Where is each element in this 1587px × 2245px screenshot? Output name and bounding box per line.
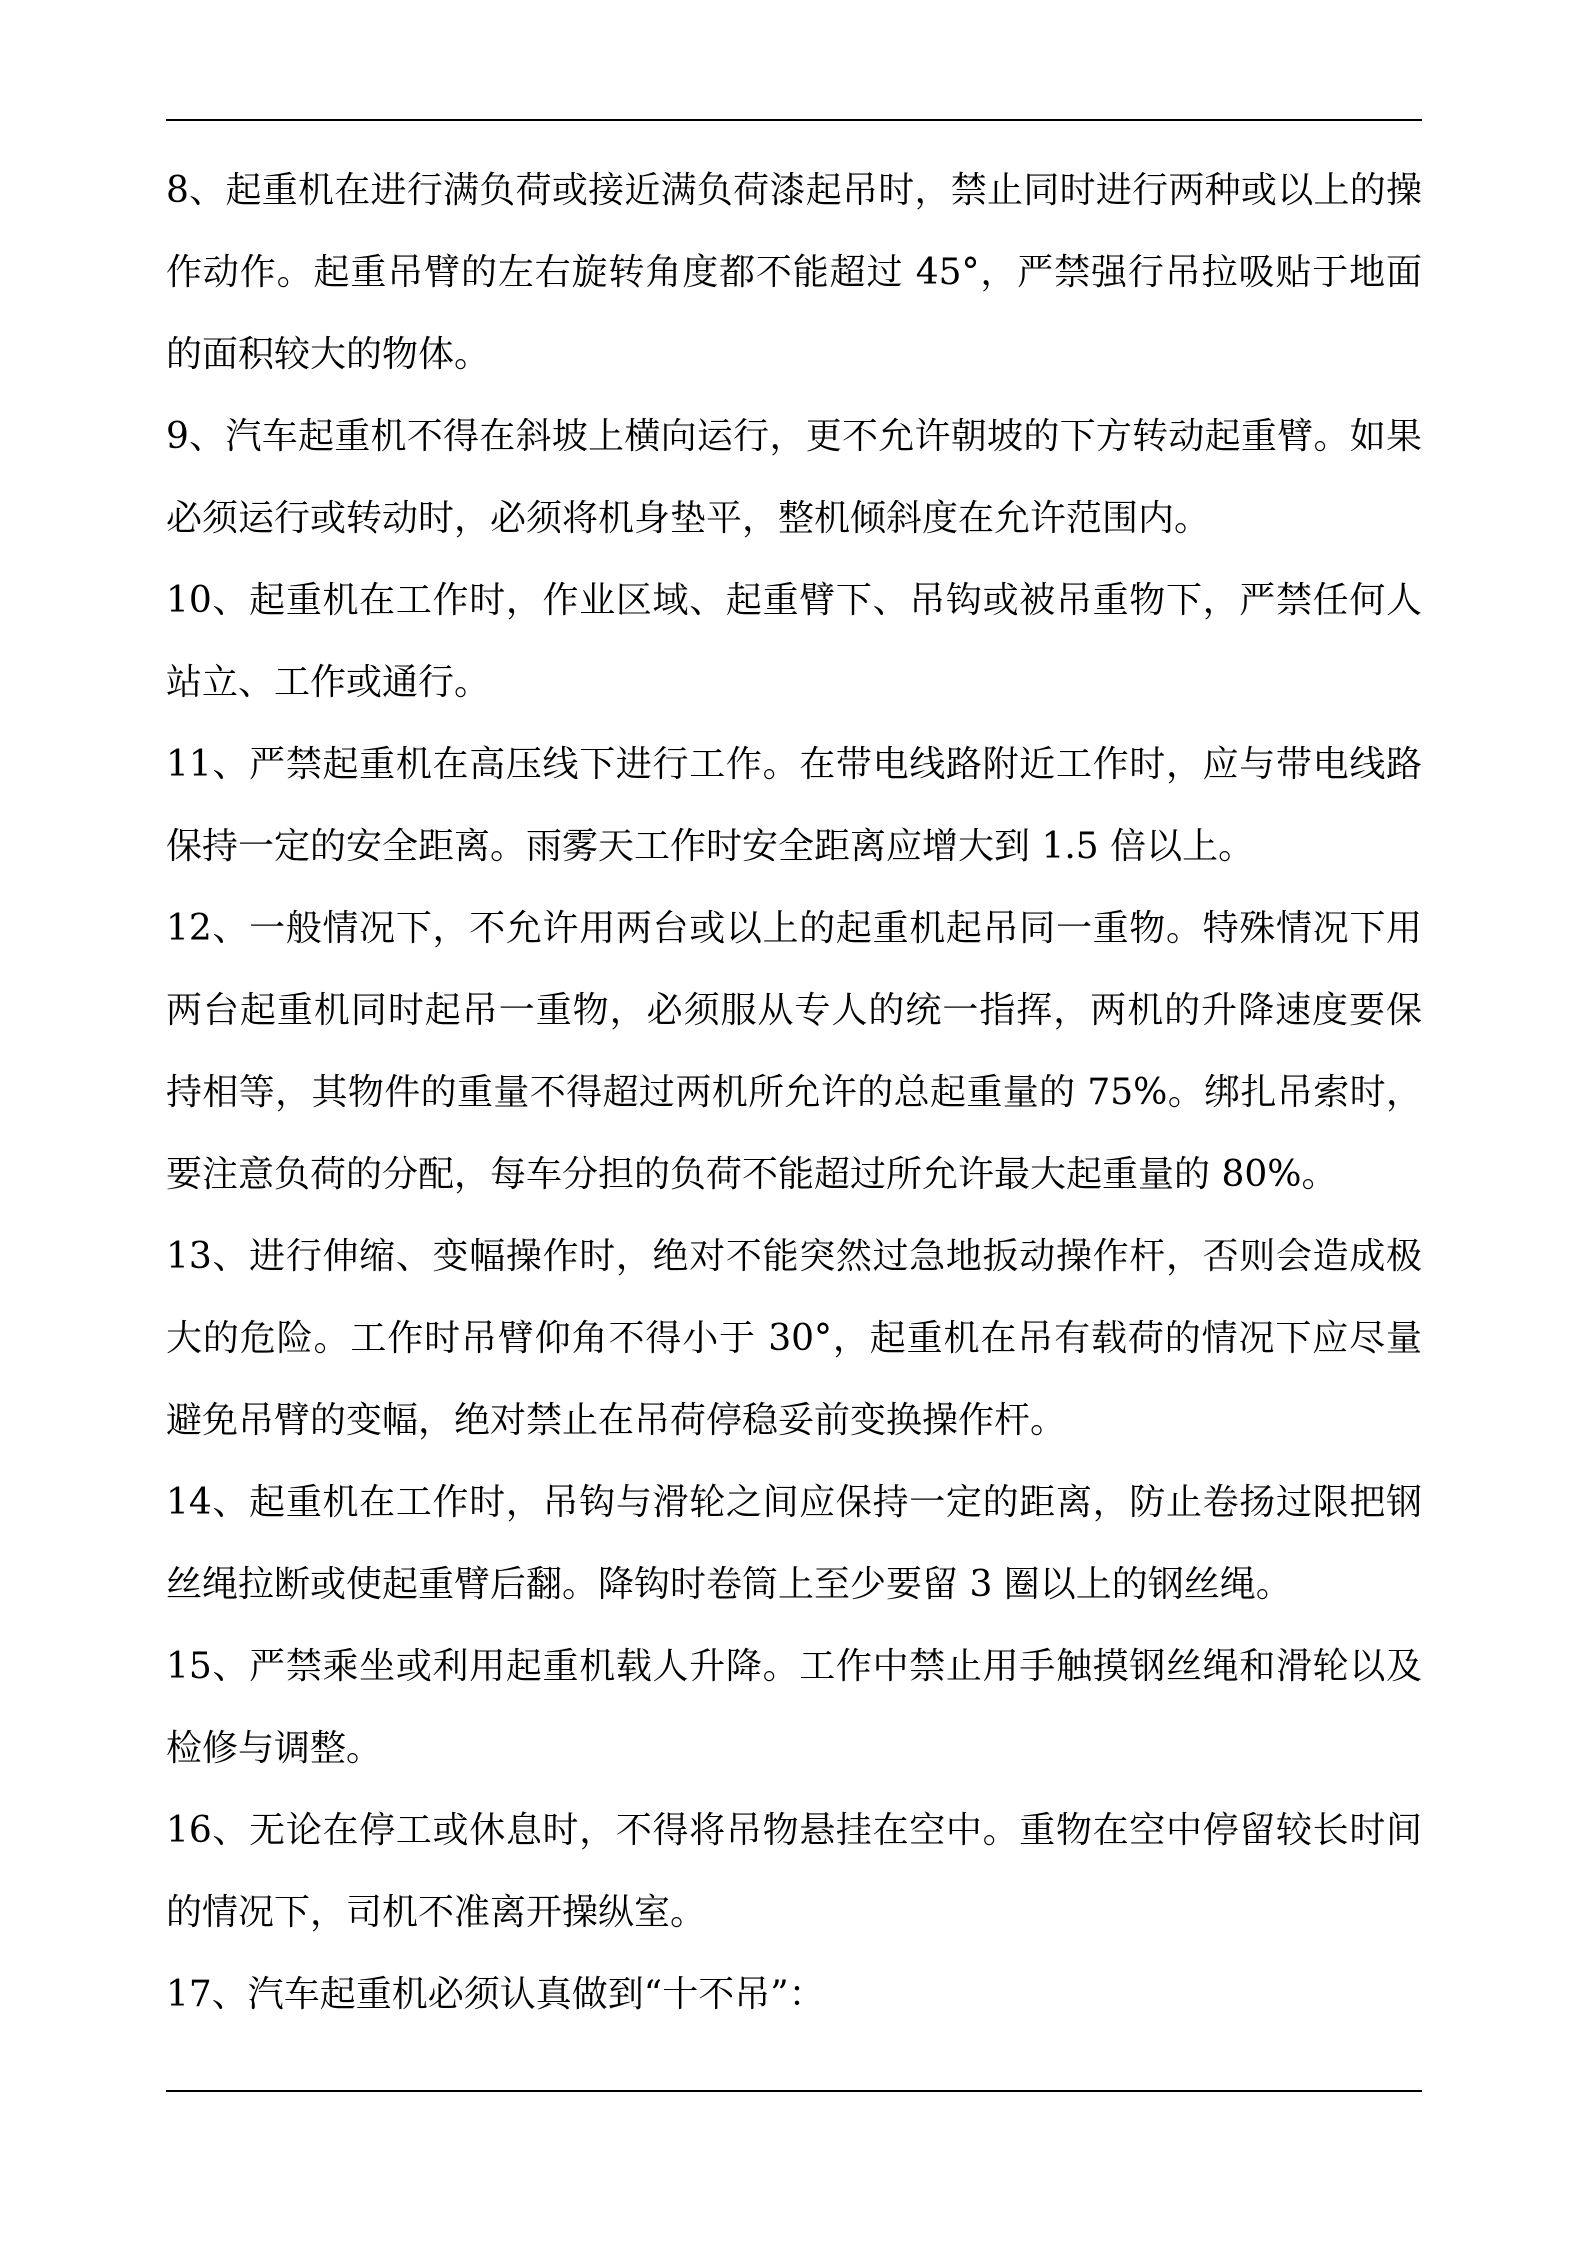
paragraph-item-12: 12、一般情况下，不允许用两台或以上的起重机起吊同一重物。特殊情况下用两台起重机同时起吊一重物，必须服从专人的统一指挥，两机的升降速度要保持相等，其物件的重量不得超过两机所允许的总起重量的 75%。绑扎吊索时，要注意负荷的分配，每车分担的负荷不能超过所允许最大起重量的 80%。 bbox=[166, 908, 1422, 1195]
paragraph-item-14: 14、起重机在工作时，吊钩与滑轮之间应保持一定的距离，防止卷扬过限把钢丝绳拉断或使起重臂后翻。降钩时卷筒上至少要留 3 圈以上的钢丝绳。 bbox=[166, 1482, 1422, 1605]
paragraph-item-9: 9、汽车起重机不得在斜坡上横向运行，更不允许朝坡的下方转动起重臂。如果必须运行或转动时，必须将机身垫平，整机倾斜度在允许范围内。 bbox=[166, 416, 1422, 539]
footer-rule bbox=[166, 2090, 1422, 2092]
paragraph-item-16: 16、无论在停工或休息时，不得将吊物悬挂在空中。重物在空中停留较长时间的情况下，司机不准离开操纵室。 bbox=[166, 1810, 1422, 1933]
paragraph-item-11: 11、严禁起重机在高压线下进行工作。在带电线路附近工作时，应与带电线路保持一定的安全距离。雨雾天工作时安全距离应增大到 1.5 倍以上。 bbox=[166, 744, 1422, 867]
paragraph-item-8: 8、起重机在进行满负荷或接近满负荷漆起吊时，禁止同时进行两种或以上的操作动作。起重吊臂的左右旋转角度都不能超过 45°，严禁强行吊拉吸贴于地面的面积较大的物体。 bbox=[166, 170, 1422, 375]
paragraph-item-10: 10、起重机在工作时，作业区域、起重臂下、吊钩或被吊重物下，严禁任何人站立、工作或通行。 bbox=[166, 580, 1422, 703]
document-body bbox=[166, 150, 1422, 2036]
paragraph-item-13: 13、进行伸缩、变幅操作时，绝对不能突然过急地扳动操作杆，否则会造成极大的危险。工作时吊臂仰角不得小于 30°，起重机在吊有载荷的情况下应尽量避免吊臂的变幅，绝对禁止在吊荷停稳妥前变换操作杆。 bbox=[166, 1236, 1422, 1441]
paragraph-item-17: 17、汽车起重机必须认真做到“十不吊”： bbox=[166, 1974, 825, 2015]
paragraph-item-15: 15、严禁乘坐或利用起重机载人升降。工作中禁止用手触摸钢丝绳和滑轮以及检修与调整。 bbox=[166, 1646, 1422, 1769]
header-rule bbox=[166, 119, 1422, 121]
